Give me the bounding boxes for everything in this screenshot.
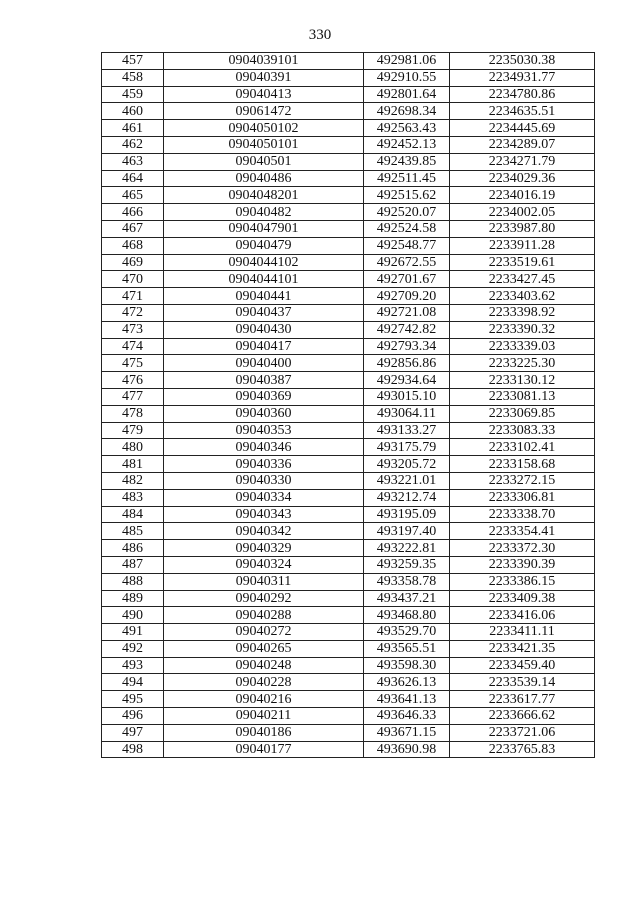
- point-index-cell: 459: [102, 86, 164, 103]
- table-row: [102, 523, 595, 540]
- table-row: [102, 53, 595, 70]
- y-coordinate-cell: 2233987.80: [450, 220, 595, 237]
- point-index-cell: 466: [102, 204, 164, 221]
- point-code-cell: 09040324: [164, 556, 364, 573]
- x-coordinate-cell: 493133.27: [364, 422, 450, 439]
- point-index-cell: 489: [102, 590, 164, 607]
- table-row: [102, 136, 595, 153]
- x-coordinate-cell: 492698.34: [364, 103, 450, 120]
- point-code-cell: 09040486: [164, 170, 364, 187]
- y-coordinate-cell: 2233069.85: [450, 405, 595, 422]
- x-coordinate-cell: 492511.45: [364, 170, 450, 187]
- x-coordinate-cell: 493437.21: [364, 590, 450, 607]
- point-index-cell: 458: [102, 69, 164, 86]
- x-coordinate-cell: 492548.77: [364, 237, 450, 254]
- point-index-cell: 465: [102, 187, 164, 204]
- y-coordinate-cell: 2233158.68: [450, 456, 595, 473]
- point-code-cell: 09040387: [164, 372, 364, 389]
- y-coordinate-cell: 2235030.38: [450, 53, 595, 70]
- table-row: [102, 640, 595, 657]
- table-row: [102, 372, 595, 389]
- point-index-cell: 493: [102, 657, 164, 674]
- point-code-cell: 09040216: [164, 691, 364, 708]
- point-code-cell: 0904050102: [164, 120, 364, 137]
- table-row: [102, 657, 595, 674]
- x-coordinate-cell: 493015.10: [364, 388, 450, 405]
- point-index-cell: 479: [102, 422, 164, 439]
- y-coordinate-cell: 2234016.19: [450, 187, 595, 204]
- point-index-cell: 472: [102, 304, 164, 321]
- point-index-cell: 485: [102, 523, 164, 540]
- x-coordinate-cell: 493671.15: [364, 724, 450, 741]
- table-row: [102, 405, 595, 422]
- point-index-cell: 484: [102, 506, 164, 523]
- point-code-cell: 09040482: [164, 204, 364, 221]
- point-index-cell: 486: [102, 540, 164, 557]
- x-coordinate-cell: 492520.07: [364, 204, 450, 221]
- point-index-cell: 483: [102, 489, 164, 506]
- y-coordinate-cell: 2234271.79: [450, 153, 595, 170]
- point-code-cell: 09040248: [164, 657, 364, 674]
- x-coordinate-cell: 493598.30: [364, 657, 450, 674]
- table-row: [102, 506, 595, 523]
- y-coordinate-cell: 2233459.40: [450, 657, 595, 674]
- x-coordinate-cell: 492672.55: [364, 254, 450, 271]
- point-index-cell: 464: [102, 170, 164, 187]
- point-code-cell: 09040353: [164, 422, 364, 439]
- point-code-cell: 09040346: [164, 439, 364, 456]
- table-row: [102, 472, 595, 489]
- point-code-cell: 09040265: [164, 640, 364, 657]
- table-row: [102, 691, 595, 708]
- x-coordinate-cell: 493565.51: [364, 640, 450, 657]
- point-index-cell: 487: [102, 556, 164, 573]
- point-code-cell: 09040369: [164, 388, 364, 405]
- y-coordinate-cell: 2234029.36: [450, 170, 595, 187]
- x-coordinate-cell: 492701.67: [364, 271, 450, 288]
- table-row: [102, 304, 595, 321]
- y-coordinate-cell: 2233427.45: [450, 271, 595, 288]
- y-coordinate-cell: 2233390.39: [450, 556, 595, 573]
- table-row: [102, 456, 595, 473]
- x-coordinate-cell: 492515.62: [364, 187, 450, 204]
- page-number: 330: [308, 27, 332, 43]
- y-coordinate-cell: 2233339.03: [450, 338, 595, 355]
- y-coordinate-cell: 2233403.62: [450, 288, 595, 305]
- y-coordinate-cell: 2234002.05: [450, 204, 595, 221]
- point-index-cell: 457: [102, 53, 164, 70]
- point-code-cell: 0904050101: [164, 136, 364, 153]
- x-coordinate-cell: 492524.58: [364, 220, 450, 237]
- point-index-cell: 488: [102, 573, 164, 590]
- point-index-cell: 498: [102, 741, 164, 758]
- point-code-cell: 09040211: [164, 708, 364, 725]
- point-index-cell: 481: [102, 456, 164, 473]
- point-code-cell: 09040334: [164, 489, 364, 506]
- point-code-cell: 09040437: [164, 304, 364, 321]
- x-coordinate-cell: 492439.85: [364, 153, 450, 170]
- point-index-cell: 474: [102, 338, 164, 355]
- y-coordinate-cell: 2233081.13: [450, 388, 595, 405]
- point-index-cell: 495: [102, 691, 164, 708]
- point-index-cell: 476: [102, 372, 164, 389]
- point-index-cell: 482: [102, 472, 164, 489]
- table-row: [102, 674, 595, 691]
- point-index-cell: 460: [102, 103, 164, 120]
- table-row: [102, 489, 595, 506]
- x-coordinate-cell: 493064.11: [364, 405, 450, 422]
- point-index-cell: 494: [102, 674, 164, 691]
- point-code-cell: 0904044101: [164, 271, 364, 288]
- point-code-cell: 09040311: [164, 573, 364, 590]
- y-coordinate-cell: 2234445.69: [450, 120, 595, 137]
- point-code-cell: 09040186: [164, 724, 364, 741]
- point-code-cell: 09040413: [164, 86, 364, 103]
- point-code-cell: 09040342: [164, 523, 364, 540]
- x-coordinate-cell: 492563.43: [364, 120, 450, 137]
- y-coordinate-cell: 2233354.41: [450, 523, 595, 540]
- point-code-cell: 09040177: [164, 741, 364, 758]
- y-coordinate-cell: 2233102.41: [450, 439, 595, 456]
- point-code-cell: 0904048201: [164, 187, 364, 204]
- y-coordinate-cell: 2233390.32: [450, 321, 595, 338]
- table-row: [102, 388, 595, 405]
- table-row: [102, 573, 595, 590]
- table-row: [102, 624, 595, 641]
- table-row: [102, 540, 595, 557]
- y-coordinate-cell: 2233666.62: [450, 708, 595, 725]
- point-code-cell: 09040441: [164, 288, 364, 305]
- y-coordinate-cell: 2234289.07: [450, 136, 595, 153]
- point-code-cell: 09040360: [164, 405, 364, 422]
- table-row: [102, 86, 595, 103]
- table-row: [102, 237, 595, 254]
- y-coordinate-cell: 2233416.06: [450, 607, 595, 624]
- x-coordinate-cell: 492793.34: [364, 338, 450, 355]
- table-row: [102, 69, 595, 86]
- coordinates-table: [101, 52, 595, 758]
- x-coordinate-cell: 493641.13: [364, 691, 450, 708]
- x-coordinate-cell: 492856.86: [364, 355, 450, 372]
- point-index-cell: 461: [102, 120, 164, 137]
- x-coordinate-cell: 493205.72: [364, 456, 450, 473]
- point-code-cell: 09040292: [164, 590, 364, 607]
- point-code-cell: 09061472: [164, 103, 364, 120]
- coordinates-table-body: [102, 53, 595, 758]
- point-index-cell: 477: [102, 388, 164, 405]
- y-coordinate-cell: 2234931.77: [450, 69, 595, 86]
- y-coordinate-cell: 2233519.61: [450, 254, 595, 271]
- x-coordinate-cell: 493212.74: [364, 489, 450, 506]
- table-row: [102, 187, 595, 204]
- point-index-cell: 462: [102, 136, 164, 153]
- table-row: [102, 439, 595, 456]
- table-row: [102, 254, 595, 271]
- x-coordinate-cell: 493358.78: [364, 573, 450, 590]
- x-coordinate-cell: 492742.82: [364, 321, 450, 338]
- y-coordinate-cell: 2233398.92: [450, 304, 595, 321]
- point-index-cell: 469: [102, 254, 164, 271]
- point-index-cell: 463: [102, 153, 164, 170]
- x-coordinate-cell: 493646.33: [364, 708, 450, 725]
- y-coordinate-cell: 2233372.30: [450, 540, 595, 557]
- point-code-cell: 09040272: [164, 624, 364, 641]
- table-row: [102, 204, 595, 221]
- point-code-cell: 09040501: [164, 153, 364, 170]
- table-row: [102, 170, 595, 187]
- y-coordinate-cell: 2233721.06: [450, 724, 595, 741]
- point-index-cell: 480: [102, 439, 164, 456]
- y-coordinate-cell: 2233083.33: [450, 422, 595, 439]
- x-coordinate-cell: 493195.09: [364, 506, 450, 523]
- table-row: [102, 220, 595, 237]
- point-index-cell: 490: [102, 607, 164, 624]
- point-index-cell: 496: [102, 708, 164, 725]
- point-index-cell: 491: [102, 624, 164, 641]
- point-code-cell: 09040479: [164, 237, 364, 254]
- y-coordinate-cell: 2233539.14: [450, 674, 595, 691]
- point-index-cell: 492: [102, 640, 164, 657]
- point-index-cell: 468: [102, 237, 164, 254]
- table-row: [102, 422, 595, 439]
- y-coordinate-cell: 2234780.86: [450, 86, 595, 103]
- point-code-cell: 09040228: [164, 674, 364, 691]
- point-code-cell: 09040329: [164, 540, 364, 557]
- y-coordinate-cell: 2234635.51: [450, 103, 595, 120]
- point-index-cell: 497: [102, 724, 164, 741]
- x-coordinate-cell: 492452.13: [364, 136, 450, 153]
- point-code-cell: 09040343: [164, 506, 364, 523]
- point-index-cell: 467: [102, 220, 164, 237]
- table-row: [102, 741, 595, 758]
- table-row: [102, 153, 595, 170]
- x-coordinate-cell: 493221.01: [364, 472, 450, 489]
- x-coordinate-cell: 492709.20: [364, 288, 450, 305]
- point-code-cell: 0904047901: [164, 220, 364, 237]
- table-row: [102, 607, 595, 624]
- point-index-cell: 478: [102, 405, 164, 422]
- point-code-cell: 09040288: [164, 607, 364, 624]
- table-row: [102, 590, 595, 607]
- y-coordinate-cell: 2233411.11: [450, 624, 595, 641]
- point-code-cell: 0904044102: [164, 254, 364, 271]
- table-row: [102, 321, 595, 338]
- table-row: [102, 556, 595, 573]
- point-code-cell: 09040391: [164, 69, 364, 86]
- y-coordinate-cell: 2233911.28: [450, 237, 595, 254]
- x-coordinate-cell: 493529.70: [364, 624, 450, 641]
- x-coordinate-cell: 492910.55: [364, 69, 450, 86]
- x-coordinate-cell: 493690.98: [364, 741, 450, 758]
- table-row: [102, 288, 595, 305]
- x-coordinate-cell: 493197.40: [364, 523, 450, 540]
- table-row: [102, 708, 595, 725]
- y-coordinate-cell: 2233272.15: [450, 472, 595, 489]
- x-coordinate-cell: 493626.13: [364, 674, 450, 691]
- table-row: [102, 355, 595, 372]
- point-index-cell: 471: [102, 288, 164, 305]
- y-coordinate-cell: 2233306.81: [450, 489, 595, 506]
- point-index-cell: 470: [102, 271, 164, 288]
- y-coordinate-cell: 2233338.70: [450, 506, 595, 523]
- x-coordinate-cell: 492934.64: [364, 372, 450, 389]
- point-code-cell: 09040417: [164, 338, 364, 355]
- point-code-cell: 09040330: [164, 472, 364, 489]
- y-coordinate-cell: 2233225.30: [450, 355, 595, 372]
- table-row: [102, 103, 595, 120]
- point-code-cell: 0904039101: [164, 53, 364, 70]
- y-coordinate-cell: 2233386.15: [450, 573, 595, 590]
- x-coordinate-cell: 493468.80: [364, 607, 450, 624]
- point-code-cell: 09040400: [164, 355, 364, 372]
- table-row: [102, 724, 595, 741]
- point-index-cell: 475: [102, 355, 164, 372]
- x-coordinate-cell: 493259.35: [364, 556, 450, 573]
- table-row: [102, 338, 595, 355]
- table-row: [102, 120, 595, 137]
- x-coordinate-cell: 492801.64: [364, 86, 450, 103]
- x-coordinate-cell: 492721.08: [364, 304, 450, 321]
- y-coordinate-cell: 2233409.38: [450, 590, 595, 607]
- x-coordinate-cell: 493222.81: [364, 540, 450, 557]
- y-coordinate-cell: 2233765.83: [450, 741, 595, 758]
- point-code-cell: 09040336: [164, 456, 364, 473]
- y-coordinate-cell: 2233617.77: [450, 691, 595, 708]
- x-coordinate-cell: 492981.06: [364, 53, 450, 70]
- y-coordinate-cell: 2233421.35: [450, 640, 595, 657]
- x-coordinate-cell: 493175.79: [364, 439, 450, 456]
- table-row: [102, 271, 595, 288]
- y-coordinate-cell: 2233130.12: [450, 372, 595, 389]
- point-code-cell: 09040430: [164, 321, 364, 338]
- point-index-cell: 473: [102, 321, 164, 338]
